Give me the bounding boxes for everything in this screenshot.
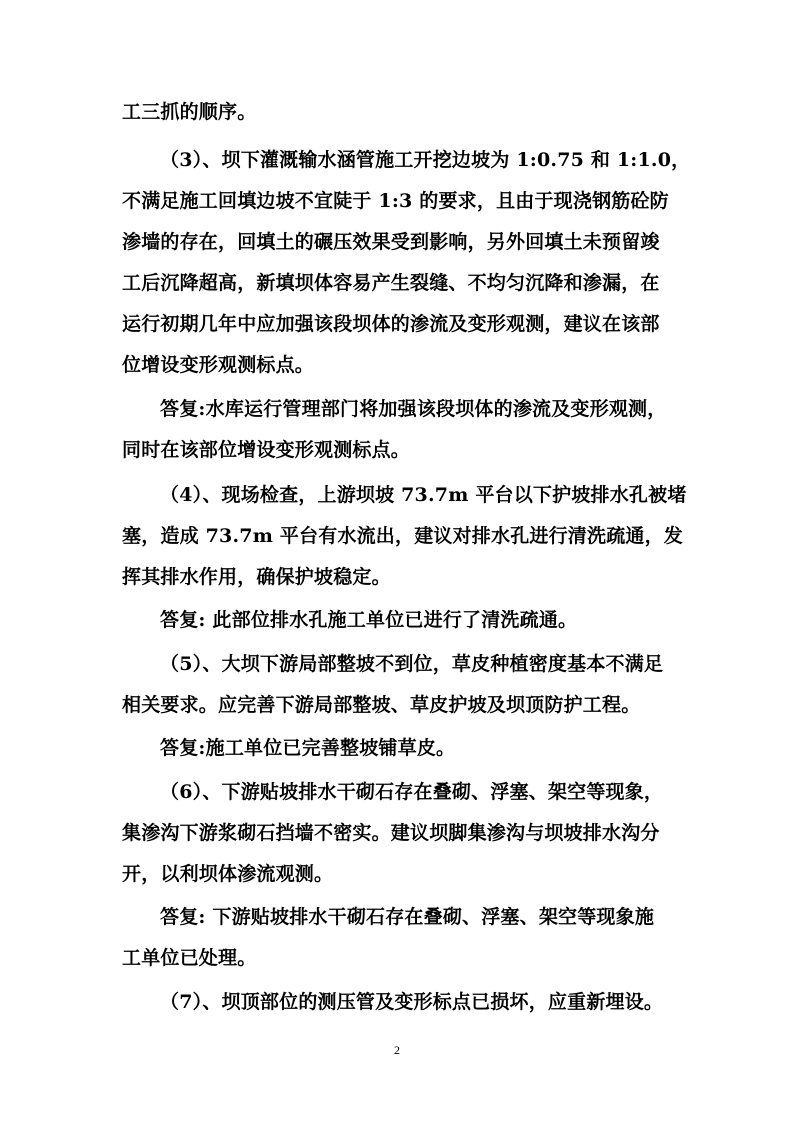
text-line: （6）、下游贴坡排水干砌石存在叠砌、浮塞、架空等现象， xyxy=(160,781,664,803)
text-line: 不满足施工回填边坡不宜陡于 1:3 的要求，且由于现浇钢筋砼防 xyxy=(122,190,669,212)
text-line: 答复:水库运行管理部门将加强该段坝体的渗流及变形观测， xyxy=(160,398,667,420)
text-line: 塞，造成 73.7m 平台有水流出，建议对排水孔进行清洗疏通，发 xyxy=(122,525,684,547)
page-number: 2 xyxy=(394,1043,400,1057)
text-line: 同时在该部位增设变形观测标点。 xyxy=(122,439,411,461)
text-line: 渗墙的存在，回填土的碾压效果受到影响，另外回填土未预留竣 xyxy=(122,231,660,253)
text-line: 位增设变形观测标点。 xyxy=(122,354,315,376)
text-line: 运行初期几年中应加强该段坝体的渗流及变形观测，建议在该部 xyxy=(122,313,660,335)
text-line: 相关要求。应完善下游局部整坡、草皮护坡及坝顶防护工程。 xyxy=(122,694,641,716)
text-line: 答复: 此部位排水孔施工单位已进行了清洗疏通。 xyxy=(160,609,578,631)
text-line: 工后沉降超高，新填坝体容易产生裂缝、不均匀沉降和渗漏，在 xyxy=(122,272,660,294)
text-line: （5）、大坝下游局部整坡不到位，草皮种植密度基本不满足 xyxy=(160,653,664,675)
text-line: （3）、坝下灌溉输水涵管施工开挖边坡为 1:0.75 和 1:1.0， xyxy=(160,149,691,171)
text-line: 工单位已处理。 xyxy=(122,947,257,969)
text-line: 挥其排水作用，确保护坡稳定。 xyxy=(122,566,391,588)
text-line: （4）、现场检查，上游坝坡 73.7m 平台以下护坡排水孔被堵 xyxy=(160,484,687,506)
text-line: 答复:施工单位已完善整坡铺草皮。 xyxy=(160,737,456,759)
text-line: 集渗沟下游浆砌石挡墙不密实。建议坝脚集渗沟与坝坡排水沟分 xyxy=(122,822,660,844)
text-line: 答复: 下游贴坡排水干砌石存在叠砌、浮塞、架空等现象施 xyxy=(160,906,655,928)
text-line: （7）、坝顶部位的测压管及变形标点已损坏，应重新埋设。 xyxy=(160,991,664,1013)
text-line: 开，以利坝体渗流观测。 xyxy=(122,863,334,885)
text-line: 工三抓的顺序。 xyxy=(122,101,257,123)
